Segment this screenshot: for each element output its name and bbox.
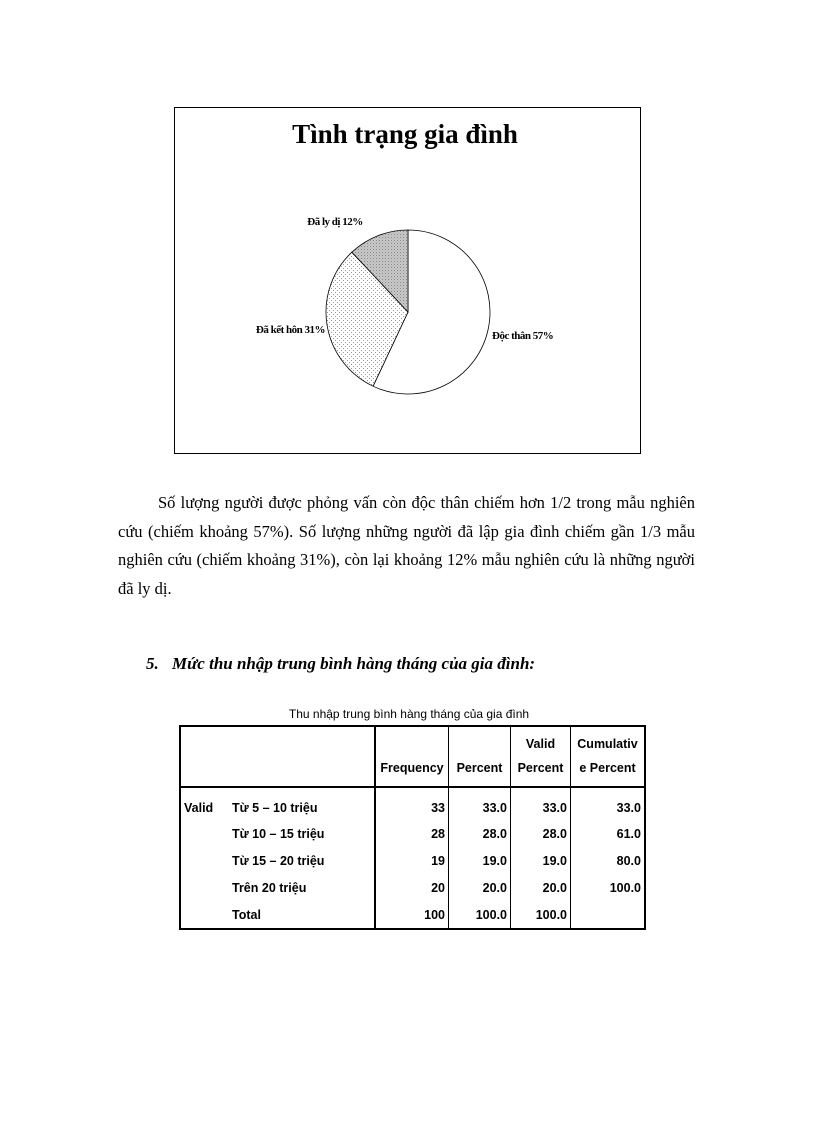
pie-chart <box>174 107 641 454</box>
table-row <box>180 847 645 874</box>
table-row <box>180 820 645 847</box>
row-label-cell <box>180 847 375 874</box>
row-label: Từ 15 – 20 triệu <box>232 853 325 868</box>
cell-percent: 100.0 <box>449 901 511 929</box>
frequency-table <box>179 725 646 930</box>
header-valid-line2: Percent <box>517 761 564 775</box>
cell-cumulative-percent: 80.0 <box>571 847 646 874</box>
cell-percent: 19.0 <box>449 847 511 874</box>
cell-valid-percent: 19.0 <box>511 847 571 874</box>
cell-percent: 33.0 <box>449 787 511 820</box>
cell-cumulative-percent: 100.0 <box>571 874 646 901</box>
pie-chart-canvas <box>175 108 640 453</box>
row-label: Từ 5 – 10 triệu <box>232 801 318 815</box>
row-group-label <box>184 908 232 922</box>
slice-label: Đã ly dị 12% <box>307 216 363 228</box>
row-label-cell <box>180 874 375 901</box>
row-label: Từ 10 – 15 triệu <box>232 826 325 841</box>
header-percent-label: Percent <box>456 761 503 775</box>
section-heading <box>146 654 535 674</box>
body-paragraph <box>118 489 695 603</box>
row-label-cell <box>180 901 375 929</box>
cell-frequency: 33 <box>431 801 445 815</box>
header-cumulative-percent <box>571 726 646 787</box>
row-group-label: Valid <box>184 801 214 815</box>
cell-frequency: 20 <box>431 880 445 895</box>
chart-title: Tình trạng gia đình <box>292 119 518 149</box>
cell-cumulative-percent: 61.0 <box>571 820 646 847</box>
table-row <box>180 787 645 820</box>
row-group-label <box>184 827 232 841</box>
header-stub <box>180 726 375 787</box>
row-label: Total <box>232 907 261 922</box>
header-cumulative-line2: e Percent <box>579 761 636 775</box>
row-group-label <box>184 854 232 868</box>
body-paragraph-text: Số lượng người được phỏng vấn còn độc thân chiếm hơn 1/2 trong mẫu nghiên cứu (chiếm khoảng 57%). Số lượng những người đã lập gia đình chiếm gần 1/3 mẫu nghiên cứu (chiếm khoảng 31%), còn lại khoảng 12% mẫu nghiên cứu là những người đã ly dị. <box>118 493 695 598</box>
slice-label: Đã kết hôn 31% <box>255 324 325 336</box>
slice-label: Độc thân 57% <box>492 330 554 342</box>
table-header-row <box>180 726 645 787</box>
cell-valid-percent: 28.0 <box>511 820 571 847</box>
cell-frequency: 19 <box>431 853 445 868</box>
cell-cumulative-percent <box>571 901 646 929</box>
cell-valid-percent: 100.0 <box>511 901 571 929</box>
cell-frequency: 100 <box>424 907 445 922</box>
section-title: Mức thu nhập trung bình hàng tháng của gia đình: <box>172 654 536 673</box>
cell-cumulative-percent: 33.0 <box>571 787 646 820</box>
row-label-cell <box>180 787 375 820</box>
header-frequency <box>375 726 449 787</box>
cell-percent: 20.0 <box>449 874 511 901</box>
table-row <box>180 901 645 929</box>
cell-percent: 28.0 <box>449 820 511 847</box>
header-valid-percent <box>511 726 571 787</box>
row-label: Trên 20 triệu <box>232 880 307 895</box>
row-label-cell <box>180 820 375 847</box>
section-number: 5. <box>146 654 159 673</box>
header-cumulative-line1: Cumulativ <box>577 737 638 751</box>
table-caption: Thu nhập trung bình hàng tháng của gia đình <box>288 707 530 721</box>
cell-valid-percent: 33.0 <box>511 787 571 820</box>
row-group-label <box>184 881 232 895</box>
cell-frequency: 28 <box>431 826 445 841</box>
header-frequency-label: Frequency <box>380 761 444 775</box>
header-percent <box>449 726 511 787</box>
table-row <box>180 874 645 901</box>
cell-valid-percent: 20.0 <box>511 874 571 901</box>
header-valid-line1: Valid <box>525 737 556 751</box>
